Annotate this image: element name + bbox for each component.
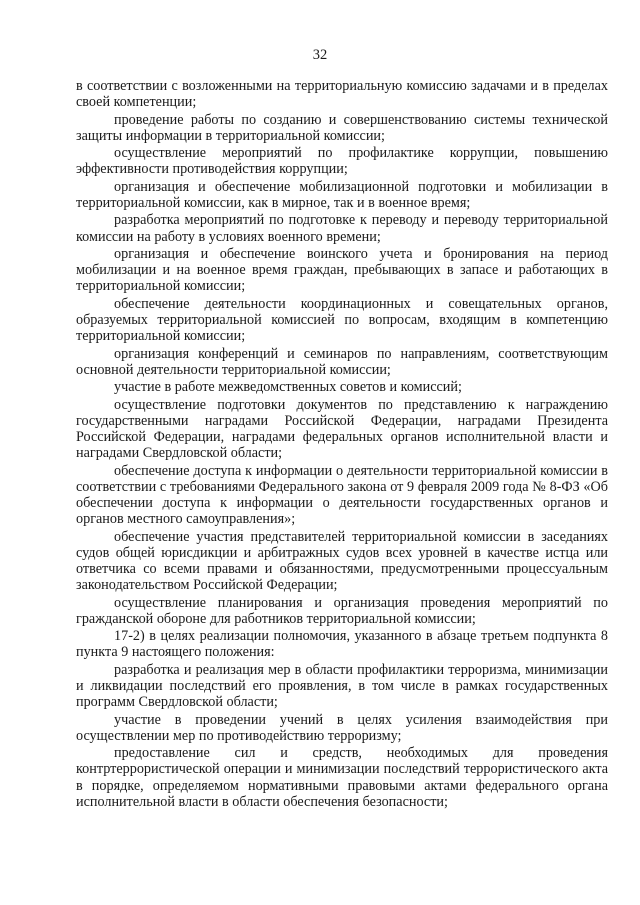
paragraph: участие в проведении учений в целях усиления взаимодействия при осуществлении мер по противодействию терроризму; xyxy=(76,711,608,744)
paragraph: предоставление сил и средств, необходимых для проведения контртеррористической операции и минимизации последствий террористического акта в порядке, определяемом нормативными правовыми актами федерального органа исполнительной власти в области обеспечения безопасности; xyxy=(76,745,608,810)
paragraph: проведение работы по созданию и совершенствованию системы технической защиты информации в территориальной комиссии; xyxy=(76,111,608,144)
paragraph: участие в работе межведомственных советов и комиссий; xyxy=(114,379,462,396)
paragraph: осуществление мероприятий по профилактике коррупции, повышению эффективности противодействия коррупции; xyxy=(76,145,608,178)
paragraph: организация конференций и семинаров по направлениям, соответствующим основной деятельности территориальной комиссии; xyxy=(76,345,608,378)
paragraph: 17-2) в целях реализации полномочия, указанного в абзаце третьем подпункта 8 пункта 9 настоящего положения: xyxy=(76,628,608,661)
paragraph: в соответствии с возложенными на территориальную комиссию задачами и в пределах своей компетенции; xyxy=(76,78,608,111)
paragraph: обеспечение участия представителей территориальной комиссии в заседаниях судов общей юрисдикции и арбитражных судов всех уровней в качестве истца или ответчика со всеми правами и обязанностями, предусмотренными процессуальным законодательством Российской Федерации; xyxy=(76,528,608,594)
paragraph: разработка и реализация мер в области профилактики терроризма, минимизации и ликвидации последствий его проявления, в том числе в рамках государственных программ Свердловской области; xyxy=(76,661,608,711)
paragraph: осуществление планирования и организация проведения мероприятий по гражданской обороне для работников территориальной комиссии; xyxy=(76,594,608,627)
page-number: 32 xyxy=(312,47,328,63)
document-body xyxy=(76,78,608,811)
paragraph: обеспечение деятельности координационных и совещательных органов, образуемых территориальной комиссией по вопросам, входящим в компетенцию территориальной комиссии; xyxy=(76,295,608,345)
paragraph: организация и обеспечение воинского учета и бронирования на период мобилизации и на военное время граждан, пребывающих в запасе и работающих в территориальной комиссии; xyxy=(76,245,608,295)
paragraph: организация и обеспечение мобилизационной подготовки и мобилизации в территориальной комиссии, как в мирное, так и в военное время; xyxy=(76,178,608,211)
paragraph: осуществление подготовки документов по представлению к награждению государственными наградами Российской Федерации, наградами Президента Российской Федерации, наградами федеральных органов исполнительной власти и наградами Свердловской области; xyxy=(76,396,608,462)
paragraph: обеспечение доступа к информации о деятельности территориальной комиссии в соответствии с требованиями Федерального закона от 9 февраля 2009 года № 8-ФЗ «Об обеспечении доступа к информации о деятельности государственных органов и органов местного самоуправления»; xyxy=(76,462,608,528)
paragraph: разработка мероприятий по подготовке к переводу и переводу территориальной комиссии на работу в условиях военного времени; xyxy=(76,212,608,245)
